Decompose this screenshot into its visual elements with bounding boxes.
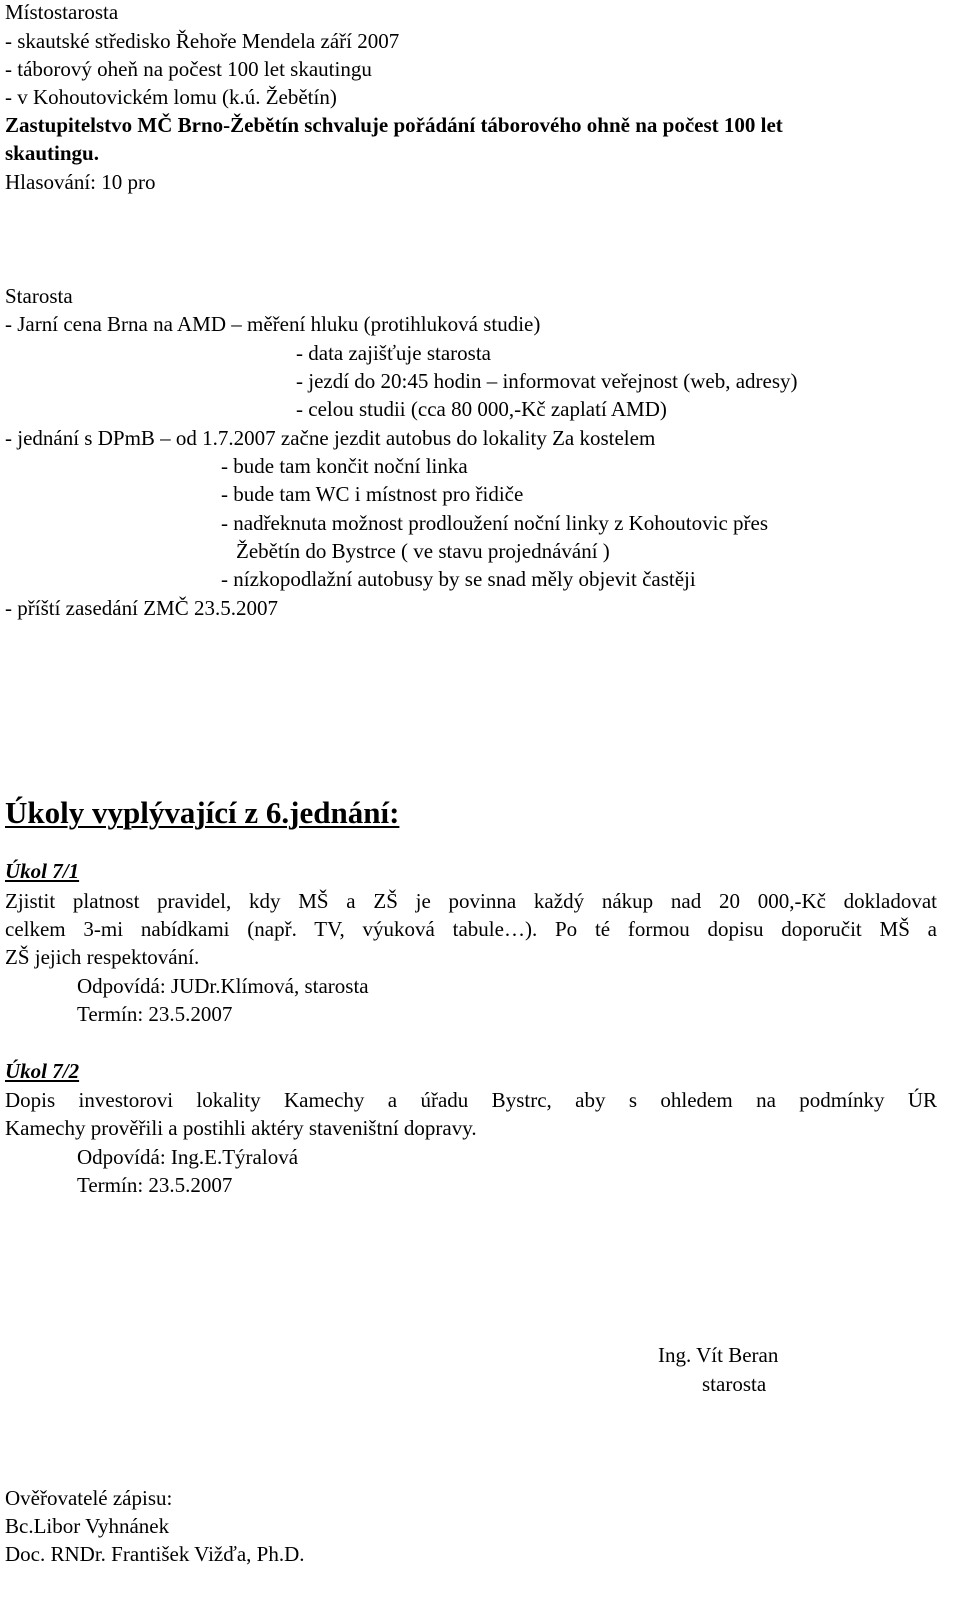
task-deadline: Termín: 23.5.2007 bbox=[77, 1173, 233, 1197]
sub-list-item: - data zajišťuje starosta bbox=[296, 341, 491, 365]
heading-mistostarosta: Místostarosta bbox=[5, 0, 119, 24]
task-text: Kamechy prověřili a postihli aktéry staveništní dopravy. bbox=[5, 1116, 477, 1140]
resolution-text: Zastupitelstvo MČ Brno-Žebětín schvaluje pořádání táborového ohně na počest 100 let bbox=[5, 113, 783, 137]
sub-list-item: - nadřeknuta možnost prodloužení noční linky z Kohoutovic přes bbox=[221, 511, 769, 535]
list-item: - Jarní cena Brna na AMD – měření hluku (protihluková studie) bbox=[5, 312, 541, 336]
task-responsible: Odpovídá: Ing.E.Týralová bbox=[77, 1145, 299, 1169]
heading-starosta: Starosta bbox=[5, 284, 73, 308]
list-item: - táborový oheň na počest 100 let skautingu bbox=[5, 57, 372, 81]
tasks-heading: Úkoly vyplývající z 6.jednání: bbox=[5, 795, 400, 830]
task-text: celkem 3-mi nabídkami (např. TV, výuková tabule…). Po té formou dopisu doporučit MŠ a bbox=[5, 917, 937, 941]
task-text: Dopis investorovi lokality Kamechy a úřadu Bystrc, aby s ohledem na podmínky ÚR bbox=[5, 1088, 937, 1112]
list-item: - skautské středisko Řehoře Mendela září 2007 bbox=[5, 29, 400, 53]
signature-role: starosta bbox=[702, 1372, 767, 1396]
list-item: - příští zasedání ZMČ 23.5.2007 bbox=[5, 596, 278, 620]
task-title: Úkol 7/1 bbox=[5, 859, 80, 883]
list-item: - jednání s DPmB – od 1.7.2007 začne jezdit autobus do lokality Za kostelem bbox=[5, 426, 656, 450]
resolution-text-cont: skautingu. bbox=[5, 141, 99, 165]
task-title: Úkol 7/2 bbox=[5, 1059, 80, 1083]
verifier-name: Bc.Libor Vyhnánek bbox=[5, 1514, 170, 1538]
sub-list-item: - bude tam končit noční linka bbox=[221, 454, 468, 478]
verifier-name: Doc. RNDr. František Vižďa, Ph.D. bbox=[5, 1542, 305, 1566]
list-item: - v Kohoutovickém lomu (k.ú. Žebětín) bbox=[5, 85, 337, 109]
sub-list-item: - bude tam WC i místnost pro řidiče bbox=[221, 482, 524, 506]
verifiers-heading: Ověřovatelé zápisu: bbox=[5, 1486, 173, 1510]
vote-result: Hlasování: 10 pro bbox=[5, 170, 156, 194]
sub-list-item: - nízkopodlažní autobusy by se snad měly objevit častěji bbox=[221, 567, 696, 591]
task-text: Zjistit platnost pravidel, kdy MŠ a ZŠ je povinna každý nákup nad 20 000,-Kč dokladovat bbox=[5, 889, 937, 913]
signature-name: Ing. Vít Beran bbox=[658, 1343, 779, 1367]
task-text: ZŠ jejich respektování. bbox=[5, 945, 200, 969]
task-deadline: Termín: 23.5.2007 bbox=[77, 1002, 233, 1026]
sub-list-item: - celou studii (cca 80 000,-Kč zaplatí AMD) bbox=[296, 397, 667, 421]
task-responsible: Odpovídá: JUDr.Klímová, starosta bbox=[77, 974, 369, 998]
sub-list-item-cont: Žebětín do Bystrce ( ve stavu projednávání ) bbox=[236, 539, 610, 563]
sub-list-item: - jezdí do 20:45 hodin – informovat veřejnost (web, adresy) bbox=[296, 369, 798, 393]
